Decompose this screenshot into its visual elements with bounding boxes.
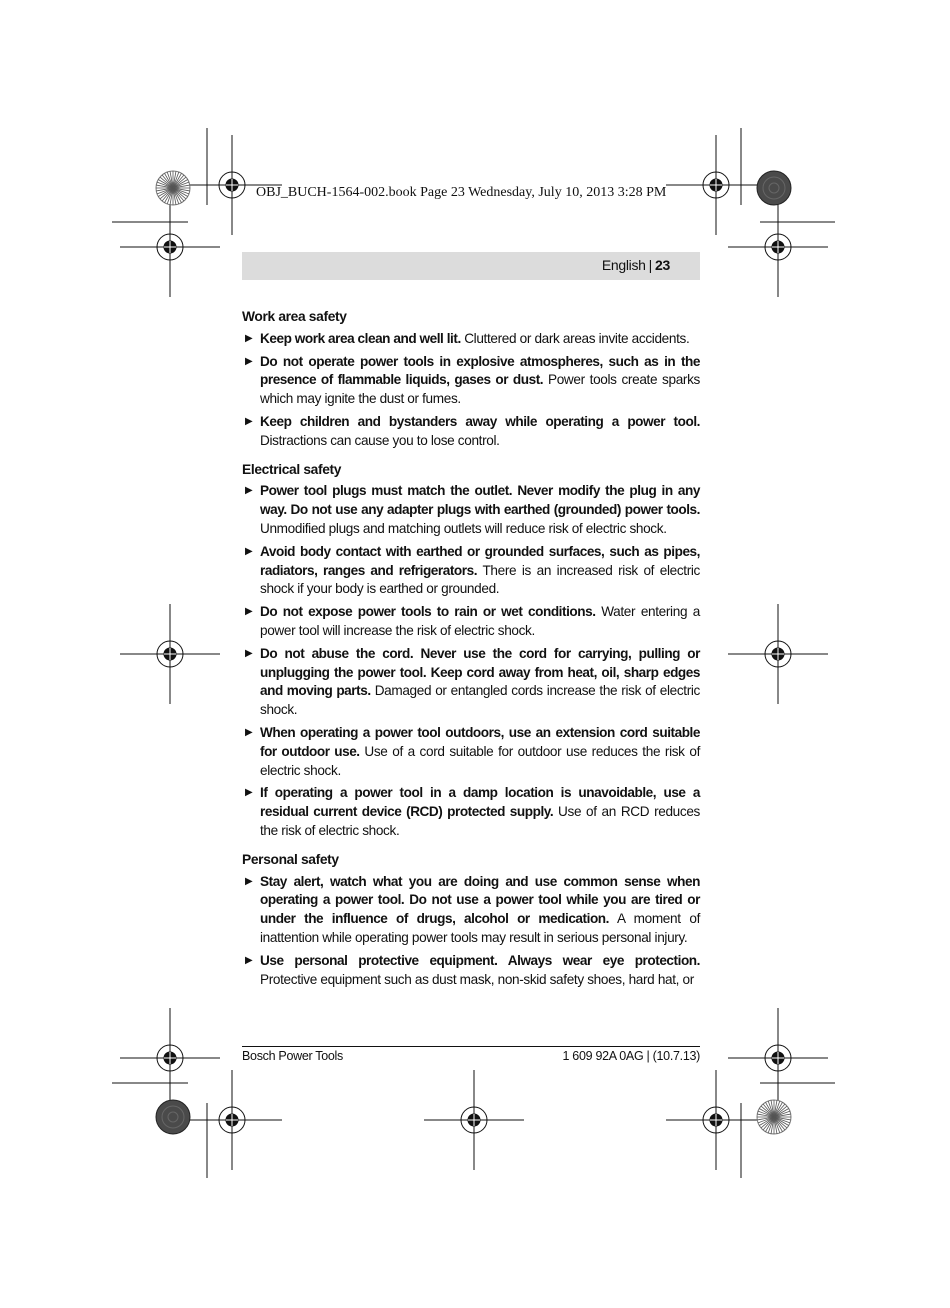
section-title-personal: Personal safety bbox=[242, 851, 339, 867]
item-text: Damaged or entangled cords increase the risk of electric shock. bbox=[260, 683, 700, 718]
item-text: Use of a cord suitable for outdoor use reduces the risk of electric shock. bbox=[260, 743, 701, 778]
item-bold-text: Do not abuse the cord. Never use the cord for carrying, pulling or unplugging the power tool. Keep cord away from heat, oil, sharp edges and moving parts. bbox=[260, 645, 700, 699]
bullet-icon: ▶ bbox=[245, 332, 253, 344]
bullet-icon: ▶ bbox=[245, 355, 253, 367]
item-text: Distractions can cause you to lose control. bbox=[260, 432, 500, 448]
crosshair-target-icon bbox=[728, 197, 828, 297]
list-item bbox=[242, 413, 700, 451]
list-item bbox=[242, 482, 700, 538]
bullet-icon: ▶ bbox=[245, 954, 253, 966]
crosshair-target-icon bbox=[120, 1008, 220, 1108]
item-text: There is an increased risk of electric shock if your body is earthed or grounded. bbox=[260, 562, 701, 597]
list-item bbox=[242, 353, 700, 409]
bullet-icon: ▶ bbox=[245, 545, 253, 557]
crosshair-target-icon bbox=[182, 1070, 282, 1170]
list-item bbox=[242, 330, 700, 349]
item-bold-text: Keep children and bystanders away while operating a power tool. bbox=[260, 413, 700, 429]
footer-code: 1 609 92A 0AG | (10.7.13) bbox=[562, 1049, 700, 1063]
bullet-icon: ▶ bbox=[245, 875, 253, 887]
bullet-icon: ▶ bbox=[245, 606, 253, 618]
list-item bbox=[242, 724, 700, 780]
item-bold-text: Avoid body contact with earthed or grounded surfaces, such as pipes, radiators, ranges and refrigerators. bbox=[260, 543, 700, 578]
gray-dial-icon bbox=[757, 171, 791, 205]
section-title-work-area: Work area safety bbox=[242, 309, 347, 324]
crosshair-target-icon bbox=[728, 1008, 828, 1108]
crosshair-target-icon bbox=[120, 197, 220, 297]
bullet-icon: ▶ bbox=[245, 485, 253, 497]
footer-rule bbox=[242, 1046, 700, 1047]
section-title-electrical: Electrical safety bbox=[242, 461, 342, 477]
item-text: Water entering a power tool will increase the risk of electric shock. bbox=[260, 604, 700, 638]
header-text bbox=[602, 257, 670, 273]
crosshair-target-icon bbox=[120, 604, 220, 704]
bullet-icon: ▶ bbox=[245, 415, 253, 427]
item-text: Use of an RCD reduces the risk of electric shock. bbox=[260, 804, 700, 838]
list-item bbox=[242, 603, 700, 641]
list-item bbox=[242, 543, 700, 599]
list-item bbox=[242, 952, 700, 990]
item-bold-text: Use personal protective equipment. Always wear eye protection. bbox=[260, 952, 700, 968]
item-bold-text: When operating a power tool outdoors, use an extension cord suitable for outdoor use. bbox=[260, 724, 700, 759]
crosshair-target-icon bbox=[424, 1070, 524, 1170]
running-header bbox=[242, 252, 700, 280]
item-text: Cluttered or dark areas invite accidents. bbox=[460, 330, 690, 346]
gray-dial-icon bbox=[156, 1100, 190, 1134]
crosshair-target-icon bbox=[728, 604, 828, 704]
bullet-icon: ▶ bbox=[245, 726, 253, 738]
list-item bbox=[242, 645, 700, 720]
item-bold-text: Power tool plugs must match the outlet. Never modify the plug in any way. Do not use any adapter plugs with earthed (grounded) power tools. bbox=[260, 483, 700, 518]
page-content bbox=[242, 308, 700, 993]
slug-line: OBJ_BUCH-1564-002.book Page 23 Wednesday, July 10, 2013 3:28 PM bbox=[256, 185, 667, 200]
list-item bbox=[242, 784, 700, 840]
star-target-icon bbox=[757, 1100, 791, 1134]
item-text: Protective equipment such as dust mask, non-skid safety shoes, hard hat, or bbox=[260, 971, 694, 987]
footer-brand: Bosch Power Tools bbox=[242, 1049, 343, 1063]
header-separator: | bbox=[648, 257, 653, 273]
header-language: English bbox=[601, 257, 646, 273]
bullet-icon: ▶ bbox=[245, 787, 253, 799]
bullet-icon: ▶ bbox=[245, 647, 253, 659]
item-bold-text: Do not operate power tools in explosive atmospheres, such as in the presence of flammable liquids, gases or dust. bbox=[260, 353, 700, 388]
list-item bbox=[242, 873, 700, 948]
item-bold-text: Stay alert, watch what you are doing and use common sense when operating a power tool. Do not use a power tool while you are tired or under the influence of drugs, alcohol or medication. bbox=[260, 873, 700, 927]
page-number: 23 bbox=[655, 257, 670, 273]
item-bold-text: Keep work area clean and well lit. bbox=[260, 330, 461, 346]
item-text: Power tools create sparks which may ignite the dust or fumes. bbox=[260, 372, 700, 407]
item-bold-text: If operating a power tool in a damp location is unavoidable, use a residual current device (RCD) protected supply. bbox=[260, 785, 700, 820]
star-target-icon bbox=[156, 171, 190, 205]
item-text: A moment of inattention while operating power tools may result in serious personal injury. bbox=[260, 911, 700, 945]
item-text: Unmodified plugs and matching outlets will reduce risk of electric shock. bbox=[260, 520, 667, 536]
item-bold-text: Do not expose power tools to rain or wet conditions. bbox=[260, 604, 596, 620]
crosshair-target-icon bbox=[666, 1070, 766, 1170]
